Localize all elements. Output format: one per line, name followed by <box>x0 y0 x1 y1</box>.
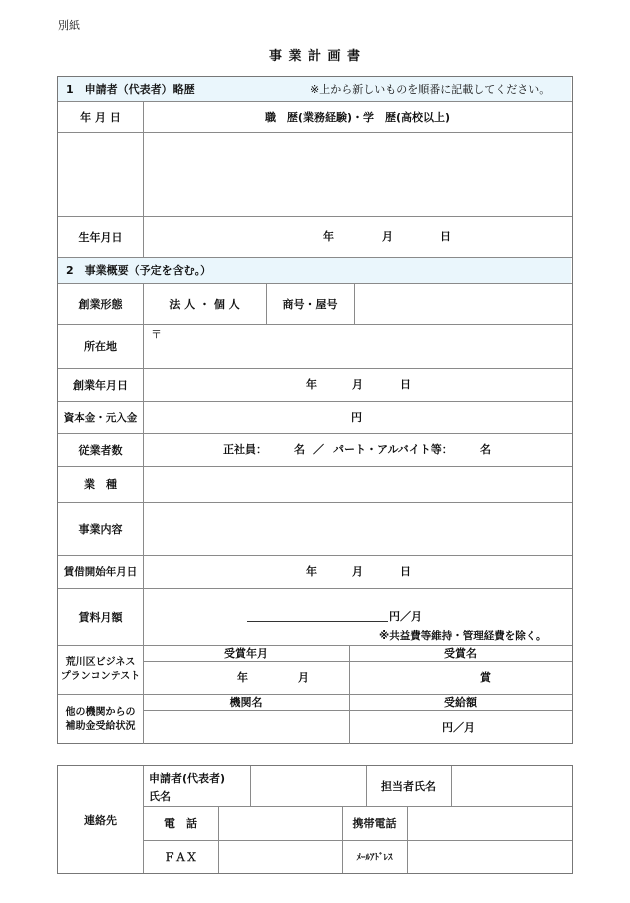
industry-label: 業 種 <box>84 478 117 491</box>
subsidy-amount-unit: 円／月 <box>442 721 475 734</box>
employees-part-label: パート・アルバイト等： <box>333 443 453 456</box>
lease-year-unit: 年 <box>306 565 317 578</box>
founding-date-label: 創業年月日 <box>73 378 128 392</box>
lease-start-field[interactable] <box>143 555 572 588</box>
lease-month-unit: 月 <box>352 565 363 578</box>
location-label: 所在地 <box>84 340 117 353</box>
birth-year-unit: 年 <box>323 230 334 243</box>
subsidy-label-line2: 補助金受給状況 <box>65 721 136 732</box>
contact-label: 連絡先 <box>84 813 117 827</box>
birth-day-unit: 日 <box>440 230 451 243</box>
col-history-header: 職 歴(業務経験)・学 歴(高校以上) <box>264 110 451 124</box>
phone-input[interactable] <box>218 806 342 840</box>
subsidy-org-input[interactable] <box>143 710 349 744</box>
birth-date-label: 生年月日 <box>78 230 123 244</box>
birth-date-field[interactable] <box>143 216 572 257</box>
person-in-charge-label: 担当者氏名 <box>381 780 436 793</box>
section1-heading: 1 申請者（代表者）略歴 <box>66 83 195 96</box>
rent-blank-line <box>247 621 388 622</box>
history-content-input[interactable] <box>143 132 572 216</box>
founding-day-unit: 日 <box>400 378 411 391</box>
applicant-label-line1: 申請者(代表者) <box>149 772 226 785</box>
email-label: ﾒｰﾙｱﾄﾞﾚｽ <box>356 853 393 863</box>
rent-label: 賃料月額 <box>78 610 123 624</box>
capital-field[interactable] <box>143 401 572 433</box>
applicant-name-label <box>143 766 250 806</box>
mobile-input[interactable] <box>407 806 572 840</box>
employees-regular-unit: 名 <box>294 443 305 456</box>
fax-input[interactable] <box>218 840 342 873</box>
business-content-input[interactable] <box>143 502 572 555</box>
subsidy-amount-field[interactable] <box>349 710 572 744</box>
postal-mark: 〒 <box>151 328 162 341</box>
contest-date-field[interactable] <box>143 661 349 694</box>
location-input[interactable] <box>143 324 572 368</box>
contest-year-unit: 年 <box>237 671 248 684</box>
subsidy-org-header: 機関名 <box>229 696 263 709</box>
rent-unit: 円／月 <box>389 610 422 623</box>
subsidy-label <box>58 694 143 744</box>
contest-award-field[interactable] <box>349 661 572 694</box>
contest-month-unit: 月 <box>298 671 309 684</box>
contest-date-header: 受賞年月 <box>224 647 268 660</box>
employees-part-unit: 名 <box>480 443 491 456</box>
trade-name-label: 商号・屋号 <box>282 297 338 311</box>
person-in-charge-input[interactable] <box>451 766 572 806</box>
rent-field[interactable] <box>143 588 572 645</box>
contest-label <box>58 645 143 694</box>
contest-label-line2: プランコンテスト <box>60 671 141 682</box>
attachment-label: 別紙 <box>58 19 80 32</box>
lease-day-unit: 日 <box>400 565 411 578</box>
business-form-choice[interactable]: 法 人 ・ 個 人 <box>169 297 240 311</box>
employees-label: 従業者数 <box>78 443 123 457</box>
applicant-label-line2: 氏名 <box>149 790 171 803</box>
contest-award-header: 受賞名 <box>444 647 477 660</box>
phone-label: 電 話 <box>164 817 197 830</box>
contest-label-line1: 荒川区ビジネス <box>65 657 136 668</box>
industry-input[interactable] <box>143 466 572 502</box>
founding-month-unit: 月 <box>352 378 363 391</box>
capital-label: 資本金・元入金 <box>63 411 138 424</box>
employees-regular-label: 正社員： <box>223 443 267 456</box>
employees-separator: ／ <box>313 443 324 456</box>
founding-year-unit: 年 <box>306 378 317 391</box>
contest-award-unit: 賞 <box>480 671 491 684</box>
email-input[interactable] <box>407 840 572 873</box>
mobile-label: 携帯電話 <box>352 817 397 830</box>
subsidy-amount-header: 受給額 <box>444 696 477 709</box>
page-title: 事 業 計 画 書 <box>268 49 362 64</box>
subsidy-label-line1: 他の機関からの <box>65 707 136 718</box>
birth-month-unit: 月 <box>382 230 393 243</box>
applicant-name-input[interactable] <box>250 766 366 806</box>
rent-note: ※共益費等維持・管理経費を除く。 <box>379 630 547 642</box>
business-form-label: 創業形態 <box>78 297 123 311</box>
business-content-label: 事業内容 <box>78 522 123 536</box>
section2-heading: 2 事業概要（予定を含む。） <box>66 264 212 277</box>
trade-name-input[interactable] <box>354 283 572 324</box>
fax-label: ＦＡＸ <box>164 850 197 864</box>
lease-start-label: 賃借開始年月日 <box>63 566 138 578</box>
history-date-input[interactable] <box>58 132 143 216</box>
founding-date-field[interactable] <box>143 368 572 401</box>
capital-unit: 円 <box>351 411 362 424</box>
employees-field[interactable] <box>143 433 572 466</box>
col-date-header: 年 月 日 <box>80 110 121 124</box>
section1-note: ※上から新しいものを順番に記載してください。 <box>310 83 551 96</box>
